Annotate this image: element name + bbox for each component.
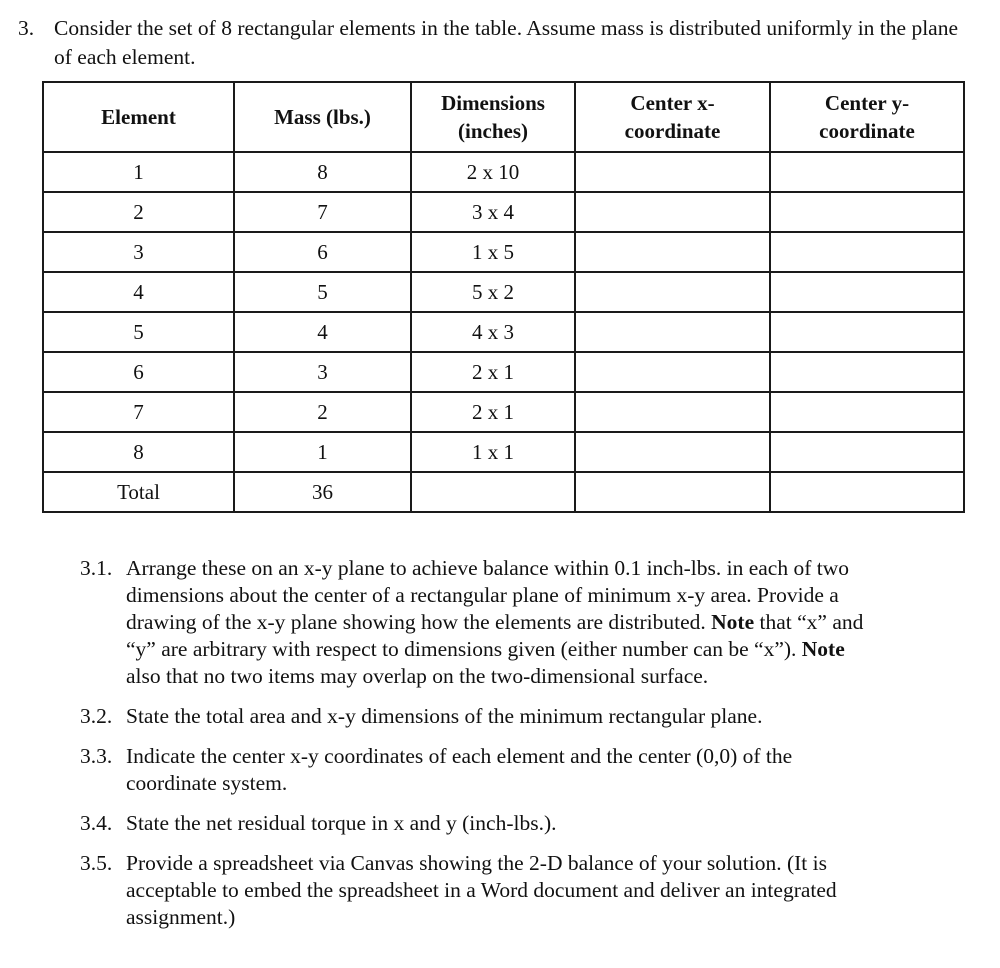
cell-element: 1 bbox=[43, 152, 234, 192]
subpart-3-3 bbox=[80, 743, 968, 797]
cell-mass: 4 bbox=[234, 312, 411, 352]
cell-center-y bbox=[770, 232, 964, 272]
subpart-3-1 bbox=[80, 555, 968, 690]
cell-center-x bbox=[575, 312, 770, 352]
table-row bbox=[43, 232, 964, 272]
cell-center-x bbox=[575, 392, 770, 432]
cell-element: 2 bbox=[43, 192, 234, 232]
cell-dimensions: 1 x 5 bbox=[411, 232, 575, 272]
cell-center-x bbox=[575, 152, 770, 192]
cell-center-x bbox=[575, 232, 770, 272]
header-center-x: Center x- coordinate bbox=[575, 82, 770, 152]
subpart-3-5 bbox=[80, 850, 968, 931]
cell-mass: 2 bbox=[234, 392, 411, 432]
note-bold: Note bbox=[711, 610, 755, 634]
cell-center-x bbox=[575, 272, 770, 312]
cell-mass: 5 bbox=[234, 272, 411, 312]
cell-center-y bbox=[770, 392, 964, 432]
cell-center-y bbox=[770, 192, 964, 232]
note-bold: Note bbox=[801, 637, 845, 661]
subpart-line-with-note: “y” are arbitrary with respect to dimensions given (either number can be “x”). Note bbox=[126, 637, 845, 661]
subpart-line: Indicate the center x-y coordinates of each element and the center (0,0) of the bbox=[126, 744, 793, 768]
header-dimensions: Dimensions (inches) bbox=[411, 82, 575, 152]
cell-center-y bbox=[770, 432, 964, 472]
subpart-line: Arrange these on an x-y plane to achieve balance within 0.1 inch-lbs. in each of two bbox=[126, 556, 849, 580]
subpart-number: 3.2. bbox=[80, 704, 113, 728]
subpart-number: 3.3. bbox=[80, 744, 113, 768]
cell-center-y bbox=[770, 352, 964, 392]
header-center-y: Center y- coordinate bbox=[770, 82, 964, 152]
cell-mass: 8 bbox=[234, 152, 411, 192]
subpart-number: 3.5. bbox=[80, 851, 113, 875]
question-text: Consider the set of 8 rectangular elements in the table. Assume mass is distributed uniformly in the plane of each element. bbox=[54, 16, 958, 69]
cell-element: 6 bbox=[43, 352, 234, 392]
header-element: Element bbox=[43, 82, 234, 152]
cell-mass: 3 bbox=[234, 352, 411, 392]
elements-table bbox=[42, 81, 965, 513]
subpart-number: 3.1. bbox=[80, 556, 113, 580]
table-row bbox=[43, 192, 964, 232]
cell-total-label: Total bbox=[43, 472, 234, 512]
cell-center-y bbox=[770, 312, 964, 352]
table-header-row bbox=[43, 82, 964, 152]
cell-total-center-y bbox=[770, 472, 964, 512]
cell-total-dimensions bbox=[411, 472, 575, 512]
cell-element: 7 bbox=[43, 392, 234, 432]
cell-center-x bbox=[575, 432, 770, 472]
table-row bbox=[43, 392, 964, 432]
table-row bbox=[43, 352, 964, 392]
cell-mass: 6 bbox=[234, 232, 411, 272]
cell-total-mass: 36 bbox=[234, 472, 411, 512]
cell-dimensions: 2 x 10 bbox=[411, 152, 575, 192]
cell-total-center-x bbox=[575, 472, 770, 512]
subpart-line: acceptable to embed the spreadsheet in a Word document and deliver an integrated bbox=[126, 878, 837, 902]
table-row bbox=[43, 432, 964, 472]
cell-element: 5 bbox=[43, 312, 234, 352]
cell-center-y bbox=[770, 152, 964, 192]
subpart-3-2 bbox=[80, 703, 968, 730]
subpart-line: coordinate system. bbox=[126, 771, 288, 795]
subpart-line: Provide a spreadsheet via Canvas showing the 2-D balance of your solution. (It is bbox=[126, 851, 827, 875]
cell-center-x bbox=[575, 192, 770, 232]
cell-center-x bbox=[575, 352, 770, 392]
header-mass: Mass (lbs.) bbox=[234, 82, 411, 152]
subpart-line: assignment.) bbox=[126, 905, 236, 929]
question-number: 3. bbox=[18, 16, 35, 40]
cell-dimensions: 1 x 1 bbox=[411, 432, 575, 472]
subpart-line: State the total area and x-y dimensions of the minimum rectangular plane. bbox=[126, 704, 763, 728]
cell-dimensions: 5 x 2 bbox=[411, 272, 575, 312]
cell-mass: 1 bbox=[234, 432, 411, 472]
cell-mass: 7 bbox=[234, 192, 411, 232]
cell-dimensions: 2 x 1 bbox=[411, 392, 575, 432]
question-3 bbox=[18, 14, 978, 72]
subpart-3-4 bbox=[80, 810, 968, 837]
cell-element: 4 bbox=[43, 272, 234, 312]
subpart-line: dimensions about the center of a rectangular plane of minimum x-y area. Provide a bbox=[126, 583, 839, 607]
cell-element: 8 bbox=[43, 432, 234, 472]
subparts-list bbox=[80, 555, 968, 944]
cell-element: 3 bbox=[43, 232, 234, 272]
cell-dimensions: 2 x 1 bbox=[411, 352, 575, 392]
table-row bbox=[43, 152, 964, 192]
table-row bbox=[43, 272, 964, 312]
subpart-number: 3.4. bbox=[80, 811, 113, 835]
cell-dimensions: 3 x 4 bbox=[411, 192, 575, 232]
table-row bbox=[43, 312, 964, 352]
subpart-line: also that no two items may overlap on the two-dimensional surface. bbox=[126, 664, 709, 688]
cell-dimensions: 4 x 3 bbox=[411, 312, 575, 352]
subpart-line: State the net residual torque in x and y (inch-lbs.). bbox=[126, 811, 557, 835]
subpart-line-with-note: drawing of the x-y plane showing how the elements are distributed. Note that “x” and bbox=[126, 610, 864, 634]
table-total-row bbox=[43, 472, 964, 512]
cell-center-y bbox=[770, 272, 964, 312]
